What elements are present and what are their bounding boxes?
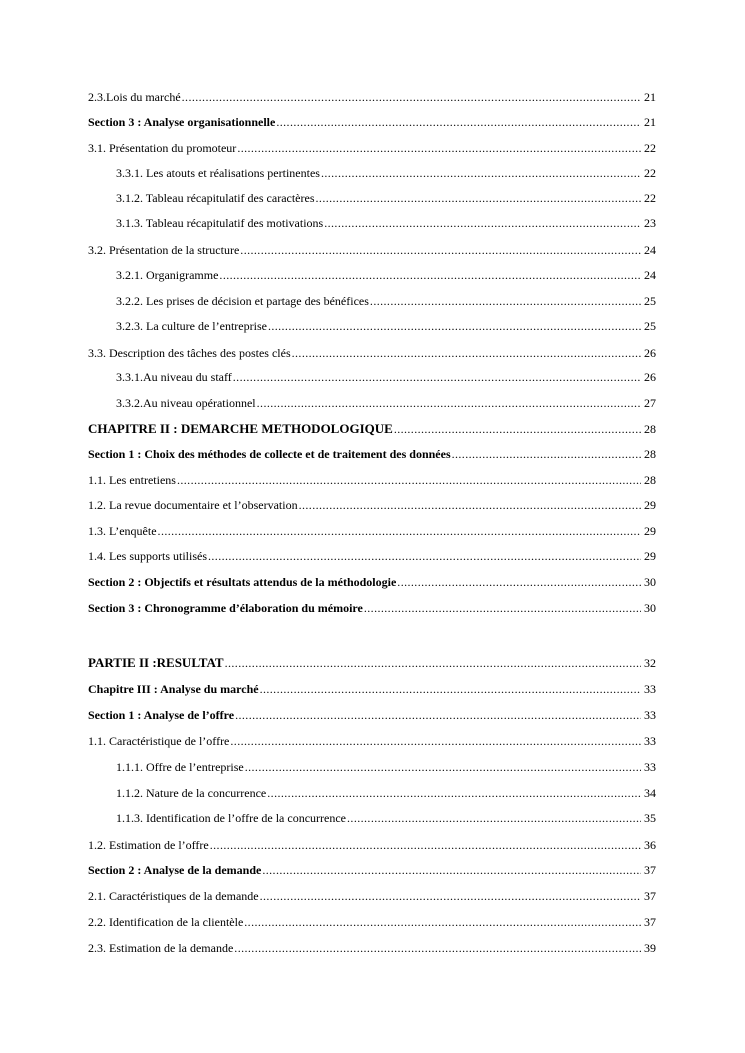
- toc-dot-leader: [394, 422, 641, 436]
- toc-entry-page: 28: [644, 447, 656, 461]
- toc-entry-label: 1.1. Caractéristique de l’offre: [88, 734, 230, 748]
- toc-entry-page: 37: [644, 915, 656, 929]
- toc-entry[interactable]: [116, 187, 656, 205]
- toc-entry-label: CHAPITRE II : DEMARCHE METHODOLOGIQUE: [88, 421, 393, 436]
- toc-dot-leader: [260, 889, 641, 903]
- toc-entry-label: 1.3. L’enquête: [88, 524, 157, 538]
- toc-entry-label: 3.1. Présentation du promoteur: [88, 141, 237, 155]
- toc-dot-leader: [452, 447, 641, 461]
- toc-entry-page: 27: [644, 396, 656, 410]
- toc-entry-page: 28: [644, 473, 656, 487]
- toc-entry[interactable]: [88, 859, 656, 877]
- toc-entry-label: 3.2.1. Organigramme: [116, 268, 219, 282]
- toc-dot-leader: [257, 396, 641, 410]
- toc-entry-label: 2.2. Identification de la clientèle: [88, 915, 244, 929]
- toc-entry[interactable]: [116, 756, 656, 774]
- toc-entry-page: 33: [644, 708, 656, 722]
- toc-entry[interactable]: [88, 652, 656, 670]
- toc-entry-page: 35: [644, 811, 656, 825]
- toc-entry[interactable]: [88, 911, 656, 929]
- toc-entry[interactable]: [88, 937, 656, 955]
- toc-entry-page: 30: [644, 601, 656, 615]
- toc-entry-page: 25: [644, 319, 656, 333]
- toc-entry[interactable]: [116, 264, 656, 282]
- toc-entry[interactable]: [88, 86, 656, 104]
- toc-entry[interactable]: [88, 443, 656, 461]
- toc-entry-label: 3.3. Description des tâches des postes clés: [88, 346, 291, 360]
- toc-dot-leader: [210, 838, 641, 852]
- toc-entry-page: 29: [644, 498, 656, 512]
- toc-dot-leader: [244, 915, 641, 929]
- toc-dot-leader: [292, 346, 641, 360]
- toc-dot-leader: [219, 268, 641, 282]
- toc-dot-leader: [234, 941, 641, 955]
- toc-entry-page: 26: [644, 370, 656, 384]
- toc-entry-page: 29: [644, 549, 656, 563]
- toc-entry-page: 26: [644, 346, 656, 360]
- toc-entry[interactable]: [116, 366, 656, 384]
- toc-entry-page: 29: [644, 524, 656, 538]
- toc-entry-page: 21: [644, 115, 656, 129]
- toc-entry-page: 36: [644, 838, 656, 852]
- toc-dot-leader: [235, 708, 641, 722]
- toc-dot-leader: [230, 734, 641, 748]
- toc-entry-label: 3.2. Présentation de la structure: [88, 243, 240, 257]
- toc-dot-leader: [182, 90, 641, 104]
- toc-entry-page: 24: [644, 268, 656, 282]
- toc-entry-label: 2.3.Lois du marché: [88, 90, 181, 104]
- toc-entry-label: 3.3.2.Au niveau opérationnel: [116, 396, 256, 410]
- toc-dot-leader: [347, 811, 641, 825]
- toc-entry[interactable]: [88, 469, 656, 487]
- toc-entry-page: 22: [644, 191, 656, 205]
- toc-dot-leader: [397, 575, 641, 589]
- toc-entry[interactable]: [88, 418, 656, 436]
- toc-dot-leader: [208, 549, 641, 563]
- toc-entry-page: 37: [644, 889, 656, 903]
- toc-entry[interactable]: [88, 834, 656, 852]
- toc-entry-label: 1.2. Estimation de l’offre: [88, 838, 209, 852]
- toc-entry[interactable]: [88, 545, 656, 563]
- toc-entry-label: 3.1.3. Tableau récapitulatif des motivations: [116, 216, 324, 230]
- toc-entry-page: 39: [644, 941, 656, 955]
- toc-entry-page: 33: [644, 734, 656, 748]
- toc-entry[interactable]: [88, 885, 656, 903]
- toc-dot-leader: [260, 682, 641, 696]
- toc-entry-label: 2.1. Caractéristiques de la demande: [88, 889, 259, 903]
- toc-dot-leader: [370, 294, 641, 308]
- toc-entry-label: 3.2.2. Les prises de décision et partage des bénéfices: [116, 294, 369, 308]
- toc-entry-page: 22: [644, 166, 656, 180]
- toc-entry[interactable]: [88, 137, 656, 155]
- toc-entry-label: Section 1 : Choix des méthodes de collecte et de traitement des données: [88, 447, 451, 461]
- toc-entry-label: 1.2. La revue documentaire et l’observation: [88, 498, 298, 512]
- toc-entry[interactable]: [88, 111, 656, 129]
- toc-entry[interactable]: [88, 520, 656, 538]
- toc-entry-page: 24: [644, 243, 656, 257]
- toc-dot-leader: [324, 216, 641, 230]
- toc-entry[interactable]: [88, 342, 656, 360]
- toc-entry-page: 23: [644, 216, 656, 230]
- toc-entry-label: 3.3.1.Au niveau du staff: [116, 370, 232, 384]
- toc-entry-label: 3.2.3. La culture de l’entreprise: [116, 319, 267, 333]
- toc-dot-leader: [364, 601, 641, 615]
- toc-entry[interactable]: [116, 290, 656, 308]
- toc-entry-page: 32: [644, 656, 656, 670]
- toc-entry-label: 3.3.1. Les atouts et réalisations pertinentes: [116, 166, 320, 180]
- toc-entry-label: 2.3. Estimation de la demande: [88, 941, 234, 955]
- toc-dot-leader: [240, 243, 641, 257]
- toc-dot-leader: [276, 115, 641, 129]
- toc-entry[interactable]: [116, 782, 656, 800]
- toc-entry-page: 34: [644, 786, 656, 800]
- toc-dot-leader: [262, 863, 641, 877]
- toc-entry[interactable]: [88, 571, 656, 589]
- toc-entry[interactable]: [88, 678, 656, 696]
- toc-entry[interactable]: [88, 730, 656, 748]
- toc-entry[interactable]: [88, 239, 656, 257]
- toc-entry[interactable]: [88, 494, 656, 512]
- toc-entry-label: 1.1.2. Nature de la concurrence: [116, 786, 267, 800]
- toc-entry-label: Section 3 : Analyse organisationnelle: [88, 115, 276, 129]
- toc-entry-page: 33: [644, 682, 656, 696]
- toc-entry-label: 1.1. Les entretiens: [88, 473, 176, 487]
- toc-entry-label: 1.4. Les supports utilisés: [88, 549, 207, 563]
- toc-entry[interactable]: [88, 704, 656, 722]
- toc-dot-leader: [321, 166, 641, 180]
- toc-entry-page: 28: [644, 422, 656, 436]
- toc-entry-label: 3.1.2. Tableau récapitulatif des caractères: [116, 191, 315, 205]
- toc-entry-page: 37: [644, 863, 656, 877]
- toc-entry-label: Section 1 : Analyse de l’offre: [88, 708, 235, 722]
- toc-entry[interactable]: [116, 315, 656, 333]
- toc-entry-page: 21: [644, 90, 656, 104]
- toc-entry[interactable]: [116, 212, 656, 230]
- toc-dot-leader: [158, 524, 641, 538]
- toc-dot-leader: [237, 141, 641, 155]
- toc-dot-leader: [177, 473, 641, 487]
- toc-dot-leader: [245, 760, 641, 774]
- toc-entry-page: 22: [644, 141, 656, 155]
- toc-entry-label: PARTIE II :RESULTAT: [88, 655, 224, 670]
- toc-dot-leader: [233, 370, 641, 384]
- toc-entry-label: Chapitre III : Analyse du marché: [88, 682, 259, 696]
- toc-dot-leader: [225, 656, 641, 670]
- toc-entry[interactable]: [116, 392, 656, 410]
- toc-entry[interactable]: [116, 807, 656, 825]
- toc-entry-label: 1.1.1. Offre de l’entreprise: [116, 760, 244, 774]
- toc-entry[interactable]: [88, 597, 656, 615]
- toc-dot-leader: [299, 498, 641, 512]
- toc-dot-leader: [316, 191, 641, 205]
- toc-dot-leader: [267, 786, 641, 800]
- toc-entry-label: Section 2 : Objectifs et résultats attendus de la méthodologie: [88, 575, 397, 589]
- toc-entry-label: Section 3 : Chronogramme d’élaboration du mémoire: [88, 601, 363, 615]
- toc-dot-leader: [268, 319, 641, 333]
- toc-entry-page: 30: [644, 575, 656, 589]
- toc-entry-label: Section 2 : Analyse de la demande: [88, 863, 262, 877]
- toc-entry[interactable]: [116, 162, 656, 180]
- toc-entry-page: 25: [644, 294, 656, 308]
- toc-entry-page: 33: [644, 760, 656, 774]
- toc-entry-label: 1.1.3. Identification de l’offre de la concurrence: [116, 811, 347, 825]
